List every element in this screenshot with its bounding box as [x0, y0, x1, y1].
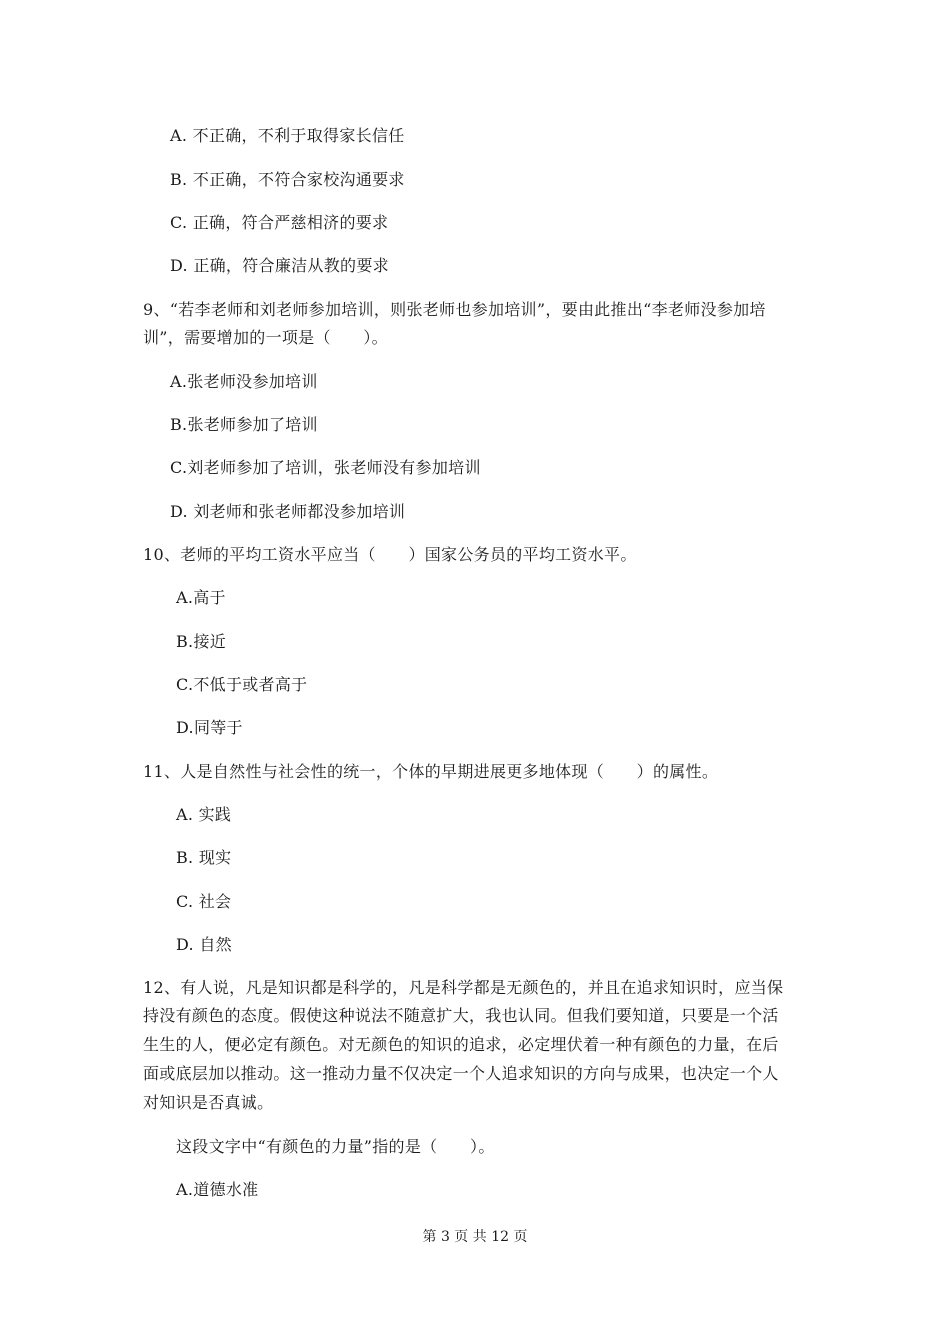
q10-option-b: B.接近 — [176, 632, 227, 651]
q11-option-a: A. 实践 — [176, 805, 232, 824]
q9-option-b: B.张老师参加了培训 — [170, 415, 318, 434]
q12-stem-line1: 12、有人说，凡是知识都是科学的，凡是科学都是无颜色的，并且在追求知识时，应当保 — [143, 978, 784, 997]
q11-option-d: D. 自然 — [176, 935, 232, 954]
q12-stem-line3: 生生的人，便必定有颜色。对无颜色的知识的追求，必定埋伏着一种有颜色的力量，在后 — [143, 1035, 779, 1054]
q8-option-c: C. 正确，符合严慈相济的要求 — [170, 213, 389, 232]
q12-sub-stem: 这段文字中“有颜色的力量”指的是（ ）。 — [176, 1137, 495, 1156]
q9-option-c: C.刘老师参加了培训，张老师没有参加培训 — [170, 458, 481, 477]
q8-option-b: B. 不正确，不符合家校沟通要求 — [170, 170, 405, 189]
q12-stem-line4: 面或底层加以推动。这一推动力量不仅决定一个人追求知识的方向与成果，也决定一个人 — [143, 1064, 779, 1083]
q11-option-c: C. 社会 — [176, 892, 232, 911]
q9-stem-line2: 训”，需要增加的一项是（ ）。 — [143, 328, 388, 347]
q12-stem-line5: 对知识是否真诚。 — [143, 1093, 274, 1112]
q10-stem: 10、老师的平均工资水平应当（ ）国家公务员的平均工资水平。 — [143, 545, 637, 564]
page-number-footer: 第 3 页 共 12 页 — [422, 1229, 528, 1245]
q9-stem-line1: 9、“若李老师和刘老师参加培训，则张老师也参加培训”，要由此推出“李老师没参加培 — [143, 300, 766, 319]
q11-stem: 11、人是自然性与社会性的统一，个体的早期进展更多地体现（ ）的属性。 — [143, 762, 719, 781]
q12-option-a: A.道德水准 — [176, 1180, 259, 1199]
q10-option-c: C.不低于或者高于 — [176, 675, 308, 694]
q12-stem-line2: 持没有颜色的态度。假使这种说法不随意扩大，我也认同。但我们要知道，只要是一个活 — [143, 1006, 779, 1025]
q8-option-d: D. 正确，符合廉洁从教的要求 — [170, 256, 389, 275]
q11-option-b: B. 现实 — [176, 848, 232, 867]
q8-option-a: A. 不正确，不利于取得家长信任 — [170, 126, 405, 145]
q10-option-a: A.高于 — [176, 588, 226, 607]
q9-option-a: A.张老师没参加培训 — [170, 372, 318, 391]
q10-option-d: D.同等于 — [176, 718, 243, 737]
q9-option-d: D. 刘老师和张老师都没参加培训 — [170, 502, 406, 521]
